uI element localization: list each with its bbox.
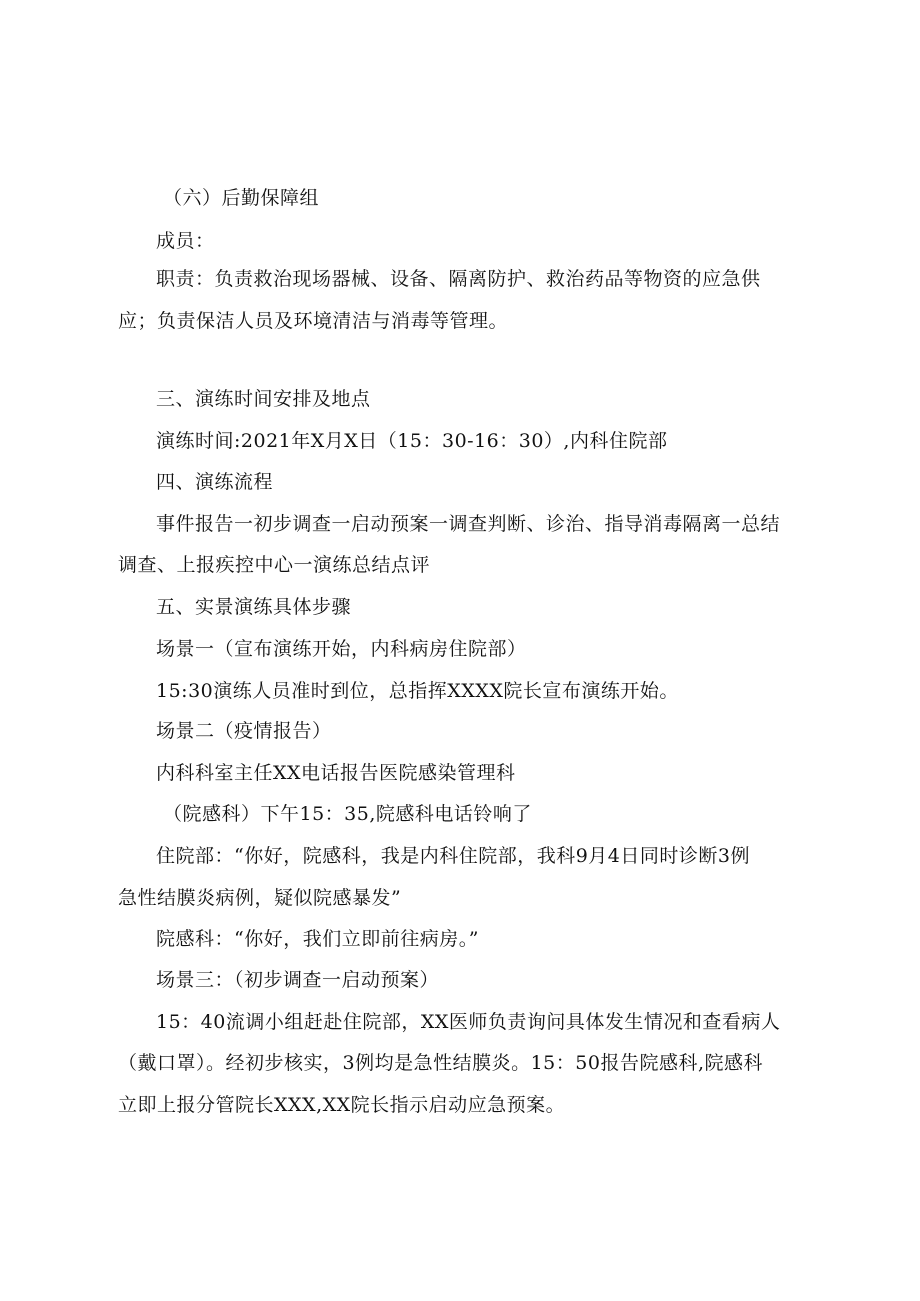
scene-two-heading: 场景二（疫情报告） — [156, 720, 332, 742]
scene-one-heading: 场景一（宣布演练开始，内科病房住院部） — [156, 638, 527, 660]
scene-three-paragraph-line-1: 15：40流调小组赶赴住院部，XX医师负责询问具体发生情况和查看病人 — [156, 1011, 781, 1033]
scene-two-paragraph-2: （院感科）下午15：35,院感科电话铃响了 — [163, 803, 532, 825]
paragraph-process-line-2: 调查、上报疾控中心一演练总结点评 — [118, 554, 431, 576]
section-heading-process: 四、演练流程 — [156, 471, 274, 493]
dialogue-inpatient-line-1: 住院部：“你好，院感科，我是内科住院部，我科9月4日同时诊断3例 — [156, 845, 750, 867]
dialogue-infection-control: 院感科：“你好，我们立即前往病房。” — [156, 928, 479, 950]
scene-three-paragraph-line-3: 立即上报分管院长XXX,XX院长指示启动应急预案。 — [118, 1094, 566, 1116]
section-heading-steps: 五、实景演练具体步骤 — [156, 596, 352, 618]
dialogue-inpatient-line-2: 急性结膜炎病例，疑似院感暴发” — [118, 887, 402, 909]
scene-two-paragraph-1: 内科科室主任XX电话报告医院感染管理科 — [156, 762, 516, 784]
paragraph-process-line-1: 事件报告一初步调查一启动预案一调查判断、诊治、指导消毒隔离一总结 — [156, 513, 781, 535]
scene-one-paragraph: 15:30演练人员准时到位，总指挥XXXX院长宣布演练开始。 — [156, 680, 679, 702]
section-heading-schedule: 三、演练时间安排及地点 — [156, 388, 371, 410]
section-heading-logistics: （六）后勤保障组 — [163, 187, 320, 209]
scene-three-heading: 场景三：（初步调查一启动预案） — [156, 969, 440, 991]
paragraph-schedule-time: 演练时间:2021年X月X日（15：30-16：30）,内科住院部 — [156, 430, 668, 452]
scene-three-paragraph-line-2: （戴口罩）。经初步核实，3例均是急性结膜炎。15：50报告院感科,院感科 — [118, 1052, 763, 1074]
paragraph-duties-line-1: 职责：负责救治现场器械、设备、隔离防护、救治药品等物资的应急供 — [156, 268, 761, 290]
paragraph-duties-line-2: 应；负责保洁人员及环境清洁与消毒等管理。 — [118, 310, 509, 332]
paragraph-members: 成员： — [156, 230, 215, 252]
